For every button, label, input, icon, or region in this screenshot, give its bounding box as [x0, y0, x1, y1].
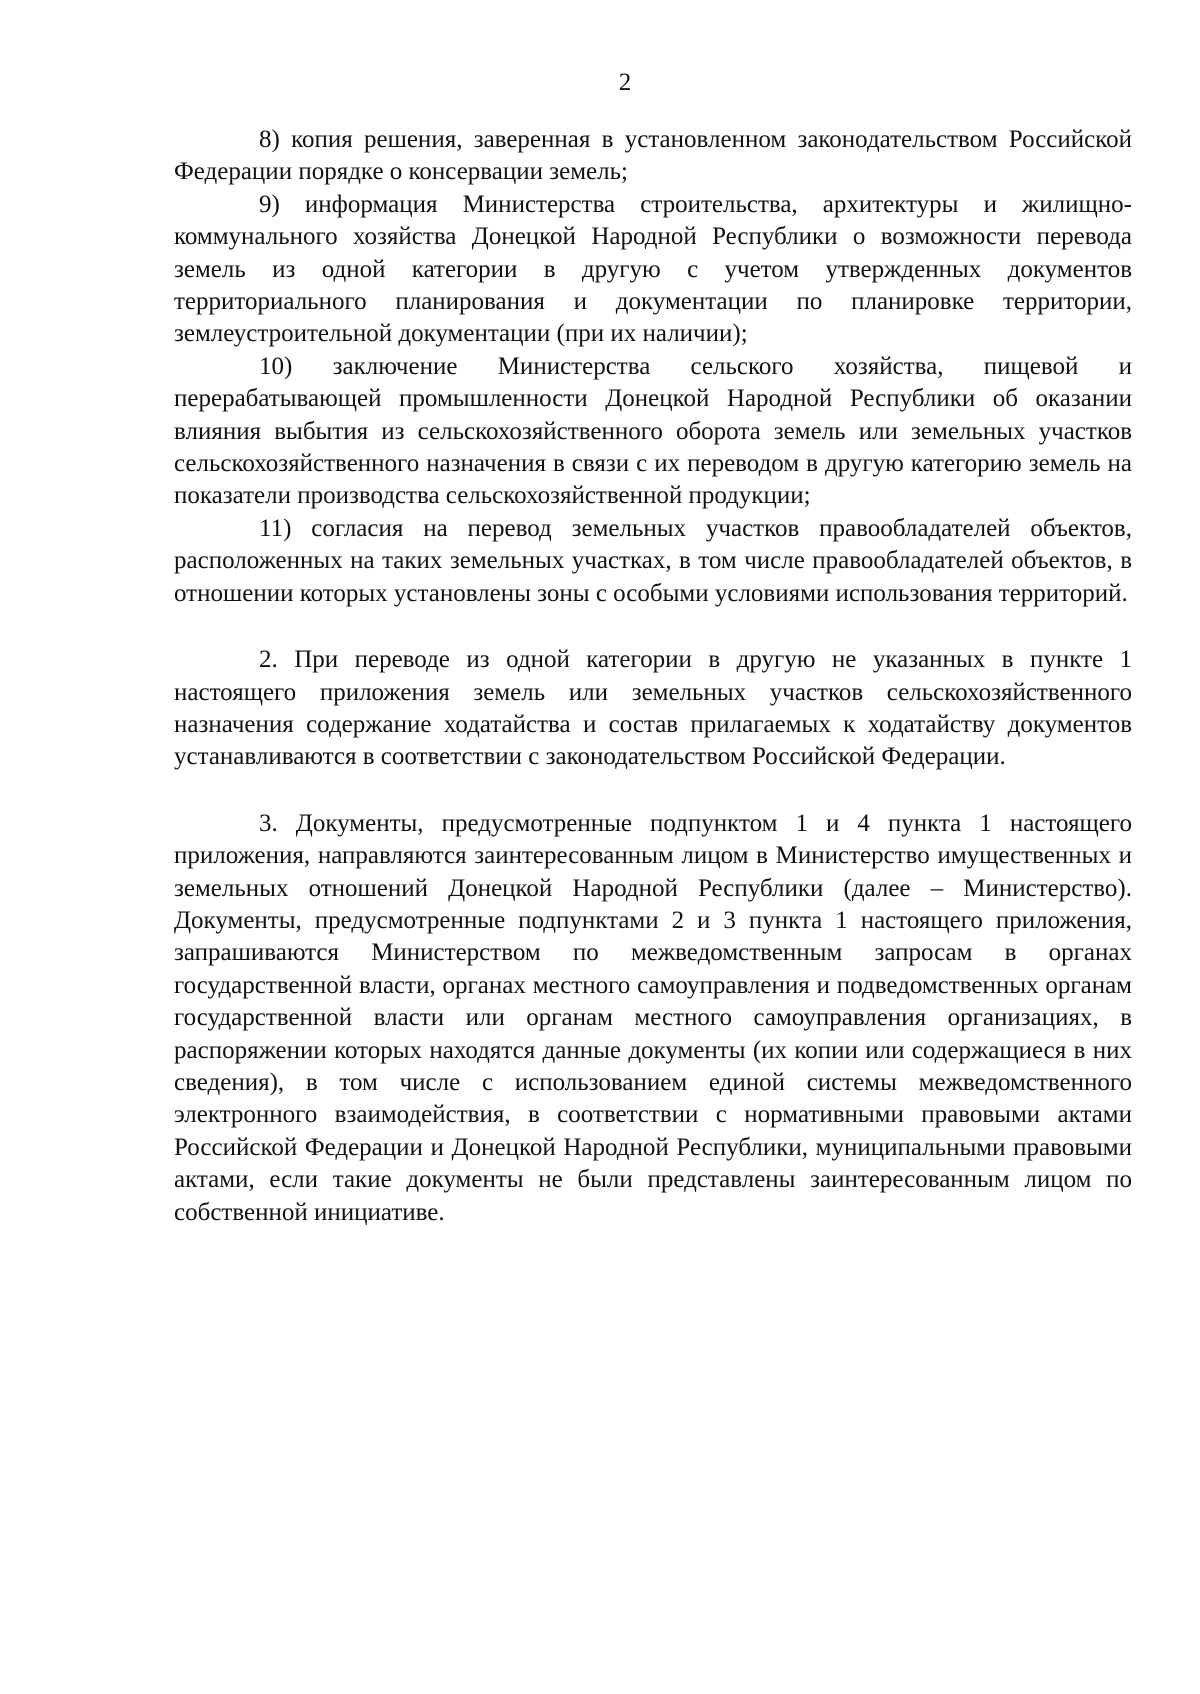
paragraph-clause-3: 3. Документы, предусмотренные подпунктом 1 и 4 пункта 1 настоящего приложения, направляются заинтересованным лицом в Министерство имущественных и земельных отношений Донецкой Народной Республики (далее – Министерство). Документы, предусмотренные подпунктами 2 и 3 пункта 1 настоящего приложения, запрашиваются Министерством по межведомственным запросам в органах государственной власти, органах местного самоуправления и подведомственных органам государственной власти или органам местного самоуправления организациях, в распоряжении которых находятся данные документы (их копии или содержащиеся в них сведения), в том числе с использованием единой системы межведомственного электронного взаимодействия, в соответствии с нормативными правовыми актами Российской Федерации и Донецкой Народной Республики, муниципальными правовыми актами, если такие документы не были представлены заинтересованным лицом по собственной инициативе.: [174, 809, 1132, 1226]
page-number: 2: [618, 69, 632, 96]
document-body: [174, 124, 1132, 1229]
paragraph-spacer: [174, 610, 1132, 644]
paragraph-clause-2: 2. При переводе из одной категории в другую не указанных в пункте 1 настоящего приложения земель или земельных участков сельскохозяйственного назначения содержание ходатайства и состав прилагаемых к ходатайству документов устанавливаются в соответствии с законодательством Российской Федерации.: [174, 646, 1132, 771]
paragraph-item-10: 10) заключение Министерства сельского хозяйства, пищевой и перерабатывающей промышленности Донецкой Народной Республики об оказании влияния выбытия из сельскохозяйственного оборота земель или земельных участков сельскохозяйственного назначения в связи с их переводом в другую категорию земель на показатели производства сельскохозяйственной продукции;: [174, 352, 1132, 510]
paragraph-item-9: 9) информация Министерства строительства, архитектуры и жилищно-коммунального хозяйства Донецкой Народной Республики о возможности перевода земель из одной категории в другую с учетом утвержденных документов территориального планирования и документации по планировке территории, землеустроительной документации (при их наличии);: [174, 190, 1132, 348]
paragraph-spacer: [174, 774, 1132, 808]
paragraph-item-8: 8) копия решения, заверенная в установленном законодательством Российской Федерации порядке о консервации земель;: [174, 126, 1132, 186]
paragraph-item-11: 11) согласия на перевод земельных участков правообладателей объектов, расположенных на таких земельных участках, в том числе правообладателей объектов, в отношении которых установлены зоны с особыми условиями использования территорий.: [174, 514, 1132, 607]
